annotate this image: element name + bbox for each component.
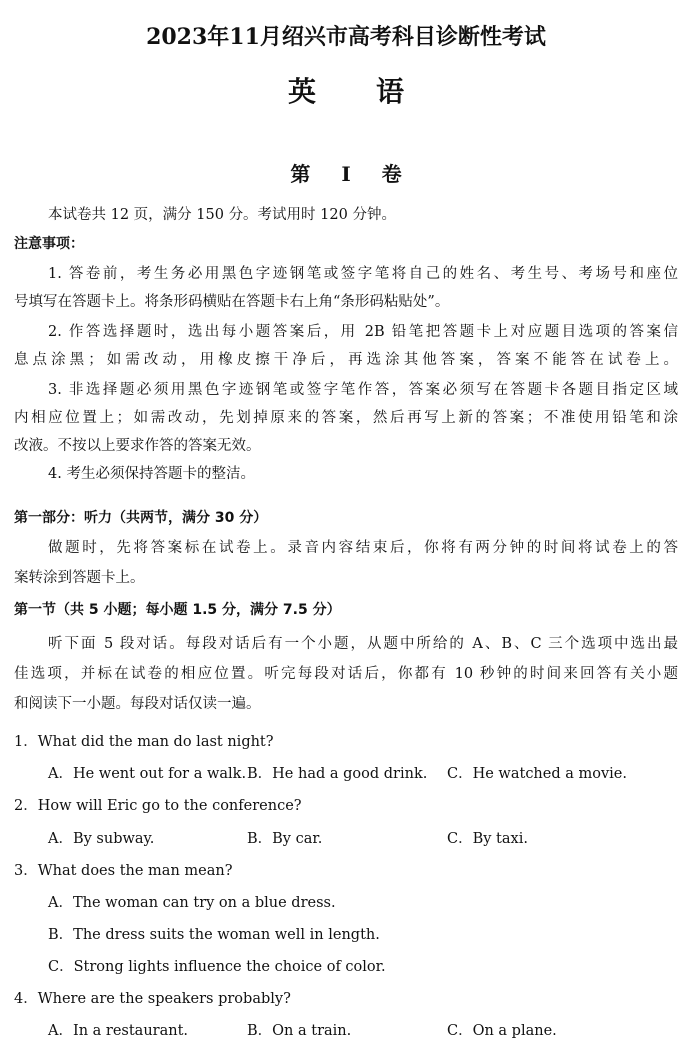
subject-title: 英语 — [287, 75, 464, 108]
notice-item-2-line-2: 息点涂黑；如需改动，用橡皮擦干净后，再选涂其他答案，答案不能答在试卷上。 — [14, 352, 678, 368]
section1-heading: 第一节（共 5 小题；每小题 1.5 分，满分 7.5 分） — [14, 602, 341, 618]
question-3-option-b: B．The dress suits the woman well in length. — [48, 927, 380, 943]
notice-item-3-line-3: 改液。不按以上要求作答的答案无效。 — [14, 438, 261, 454]
notice-item-4: 4. 考生必须保持答题卡的整洁。 — [48, 466, 255, 482]
question-1-option-c: C．He watched a movie. — [447, 766, 627, 782]
notice-item-3-line-2: 内相应位置上；如需改动，先划掉原来的答案，然后再写上新的答案；不准使用铅笔和涂 — [14, 410, 678, 426]
notice-heading: 注意事项： — [14, 236, 84, 252]
question-4-stem: 4．Where are the speakers probably? — [14, 991, 291, 1007]
question-2-option-b: B．By car. — [247, 831, 323, 847]
question-3-option-c: C．Strong lights influence the choice of color. — [48, 959, 386, 975]
question-1-stem: 1．What did the man do last night? — [14, 734, 274, 750]
question-1-option-a: A．He went out for a walk. — [48, 766, 247, 782]
section1-desc-line-1: 听下面 5 段对话。每段对话后有一个小题，从题中所给的 A、B、C 三个选项中选出最 — [48, 636, 678, 652]
question-3-option-a: A．The woman can try on a blue dress. — [48, 895, 336, 911]
question-1-option-b: B．He had a good drink. — [247, 766, 428, 782]
part1-heading: 第一部分：听力（共两节，满分 30 分） — [14, 510, 268, 526]
question-4-option-a: A．In a restaurant. — [48, 1023, 189, 1039]
volume-title: 第 I 卷 — [290, 162, 414, 186]
question-4-option-c: C．On a plane. — [447, 1023, 557, 1039]
question-2-option-a: A．By subway. — [48, 831, 155, 847]
question-4-option-b: B．On a train. — [247, 1023, 352, 1039]
part1-desc-line-2: 案转涂到答题卡上。 — [14, 570, 145, 586]
question-2-option-c: C．By taxi. — [447, 831, 528, 847]
section1-desc-line-2: 佳选项，并标在试卷的相应位置。听完每段对话后，你都有 10 秒钟的时间来回答有关小题 — [14, 666, 678, 682]
notice-item-3-line-1: 3. 非选择题必须用黑色字迹钢笔或签字笔作答，答案必须写在答题卡各题目指定区域 — [48, 382, 678, 398]
exam-title: 2023年11月绍兴市高考科目诊断性考试 — [146, 24, 546, 50]
notice-item-1-line-2: 号填写在答题卡上。将条形码横贴在答题卡右上角“条形码粘贴处”。 — [14, 294, 450, 310]
part1-desc-line-1: 做题时，先将答案标在试卷上。录音内容结束后，你将有两分钟的时间将试卷上的答 — [48, 540, 678, 556]
exam-intro: 本试卷共 12 页，满分 150 分。考试用时 120 分钟。 — [48, 207, 396, 223]
section1-desc-line-3: 和阅读下一小题。每段对话仅读一遍。 — [14, 696, 261, 712]
notice-item-1-line-1: 1. 答卷前，考生务必用黑色字迹钢笔或签字笔将自己的姓名、考生号、考场号和座位 — [48, 266, 678, 282]
question-2-stem: 2．How will Eric go to the conference? — [14, 798, 302, 814]
notice-item-2-line-1: 2. 作答选择题时，选出每小题答案后，用 2B 铅笔把答题卡上对应题目选项的答案信 — [48, 324, 678, 340]
question-3-stem: 3．What does the man mean? — [14, 863, 233, 879]
